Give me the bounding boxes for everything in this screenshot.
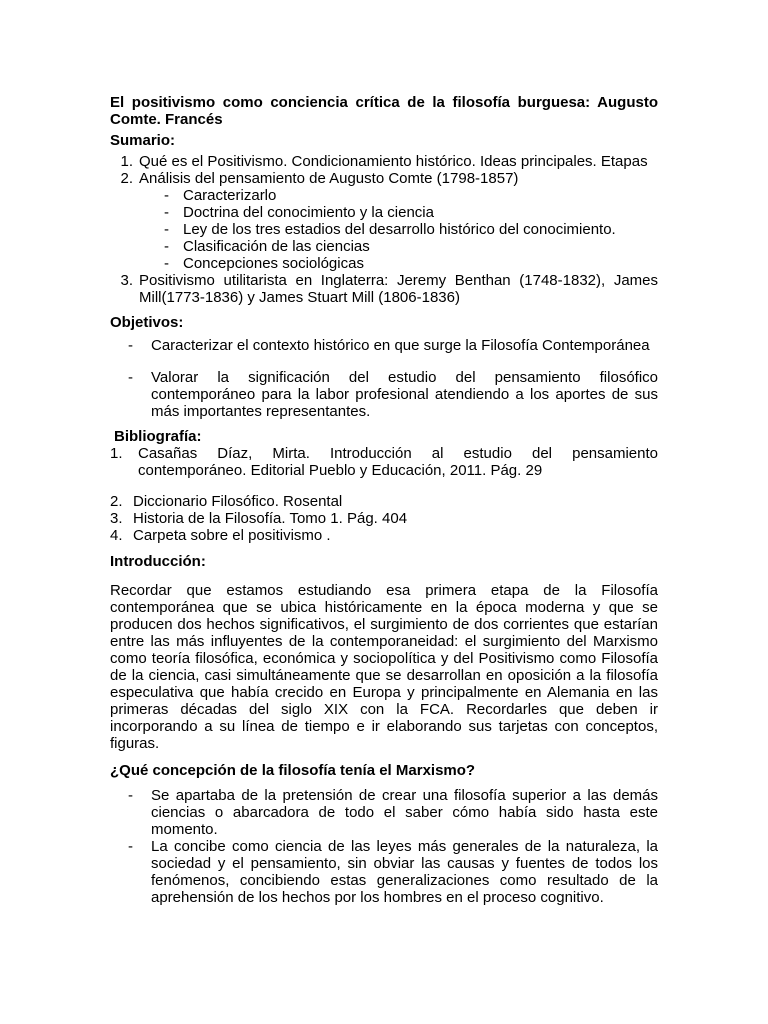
introduccion-heading: Introducción:	[110, 553, 206, 570]
list-item	[110, 187, 658, 204]
sumario-sublist	[110, 187, 658, 272]
list-item	[110, 369, 658, 420]
dash-bullet: -	[128, 787, 133, 804]
list-item	[110, 838, 658, 906]
dash-bullet: -	[128, 369, 133, 386]
list-number: 3.	[110, 510, 123, 527]
list-text: Casañas Díaz, Mirta. Introducción al estudio del pensamiento contemporáneo. Editorial Pueblo y Educación, 2011. Pág. 29	[138, 445, 658, 479]
bibliografia-list	[110, 445, 658, 544]
list-number: 2.	[120, 170, 133, 187]
list-number: 3.	[120, 272, 133, 289]
list-text: Carpeta sobre el positivismo .	[133, 527, 331, 544]
list-text: Caracterizarlo	[183, 187, 277, 204]
document-title: El positivismo como conciencia crítica de la filosofía burguesa: Augusto Comte. Francés	[110, 94, 658, 128]
list-number: 4.	[110, 527, 123, 544]
list-item	[110, 221, 658, 238]
list-number: 1.	[120, 153, 133, 170]
list-text: Doctrina del conocimiento y la ciencia	[183, 204, 434, 221]
dash-bullet: -	[164, 221, 169, 238]
list-text: La concibe como ciencia de las leyes más generales de la naturaleza, la sociedad y el pensamiento, sin obviar las causas y fuentes de todos los fenómenos, concibiendo estas generalizaciones como resultado de la aprehensión de los hechos por los hombres en el proceso cognitivo.	[151, 838, 658, 906]
list-number: 2.	[110, 493, 123, 510]
list-text: Se apartaba de la pretensión de crear una filosofía superior a las demás ciencias o abarcadora de todo el saber cómo había sido hasta este momento.	[151, 787, 658, 838]
marxismo-list	[110, 787, 658, 906]
introduccion-paragraph: Recordar que estamos estudiando esa primera etapa de la Filosofía contemporánea que se ubica históricamente en la época moderna y que se producen dos hechos significativos, el surgimiento de dos corrientes que estarían entre las más influyentes de la contemporaneidad: el surgimiento del Marxismo como teoría filosófica, económica y sociopolítica y del Positivismo como Filosofía de la ciencia, casi simultáneamente que se desarrollan en oposición a la filosofía especulativa que había crecido en Europa y principalmente en Alemania en las primeras décadas del siglo XIX con la FCA. Recordarles que deben ir incorporando a su línea de tiempo e ir elaborando sus tarjetas con conceptos, figuras.	[110, 582, 658, 752]
marxismo-heading: ¿Qué concepción de la filosofía tenía el Marxismo?	[110, 762, 476, 779]
list-item	[110, 272, 658, 306]
dash-bullet: -	[128, 337, 133, 354]
dash-bullet: -	[164, 187, 169, 204]
list-item	[110, 170, 658, 187]
list-text: Caracterizar el contexto histórico en que surge la Filosofía Contemporánea	[151, 337, 650, 354]
list-text: Concepciones sociológicas	[183, 255, 364, 272]
list-item	[110, 255, 658, 272]
objetivos-heading: Objetivos:	[110, 314, 184, 331]
list-text: Ley de los tres estadios del desarrollo histórico del conocimiento.	[183, 221, 616, 238]
list-item	[110, 337, 658, 354]
list-item	[110, 153, 658, 170]
list-text: Historia de la Filosofía. Tomo 1. Pág. 404	[133, 510, 408, 527]
objetivos-list	[110, 337, 658, 420]
list-text: Qué es el Positivismo. Condicionamiento histórico. Ideas principales. Etapas	[139, 153, 648, 170]
dash-bullet: -	[164, 255, 169, 272]
dash-bullet: -	[128, 838, 133, 855]
list-text: Diccionario Filosófico. Rosental	[133, 493, 343, 510]
sumario-list	[110, 153, 658, 306]
list-item	[110, 238, 658, 255]
list-text: Positivismo utilitarista en Inglaterra: Jeremy Benthan (1748-1832), James Mill(1773-1836) y James Stuart Mill (1806-1836)	[139, 272, 658, 306]
list-item	[110, 204, 658, 221]
list-text: Valorar la significación del estudio del pensamiento filosófico contemporáneo para la labor profesional atendiendo a los aportes de sus más importantes representantes.	[151, 369, 658, 420]
bibliografia-heading: Bibliografía:	[114, 428, 202, 445]
list-text: Clasificación de las ciencias	[183, 238, 370, 255]
sumario-heading: Sumario:	[110, 132, 176, 149]
list-item	[110, 510, 658, 527]
list-item	[110, 527, 658, 544]
dash-bullet: -	[164, 238, 169, 255]
list-text: Análisis del pensamiento de Augusto Comte (1798-1857)	[139, 170, 519, 187]
list-item	[110, 445, 658, 479]
list-item	[110, 493, 658, 510]
dash-bullet: -	[164, 204, 169, 221]
document-content	[110, 94, 658, 906]
list-number: 1.	[110, 445, 123, 462]
list-item	[110, 787, 658, 838]
